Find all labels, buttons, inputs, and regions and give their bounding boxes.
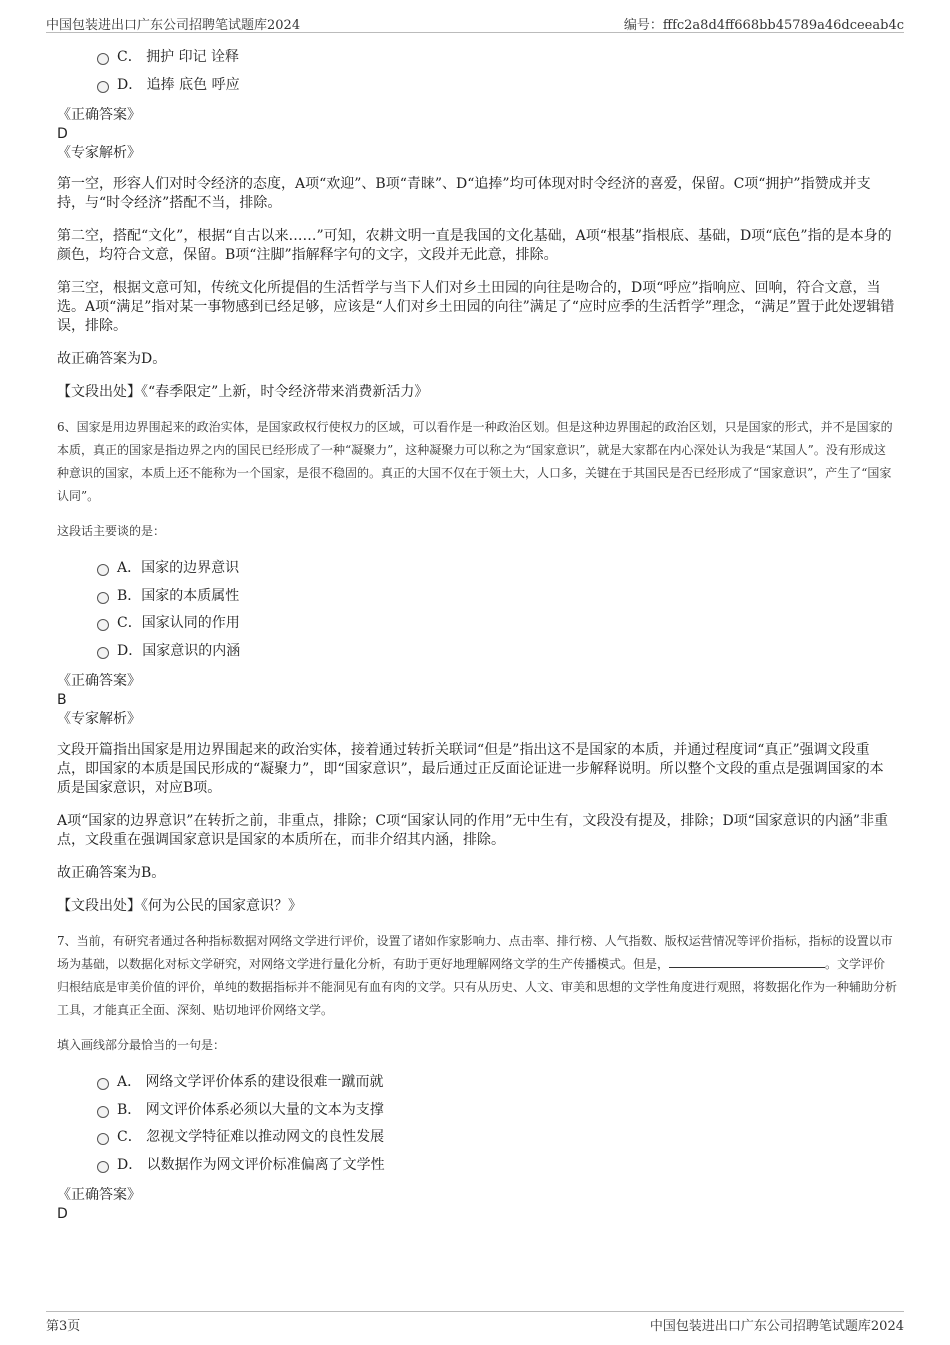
analysis-conclusion: 故正确答案为B。 [57, 865, 166, 881]
option-label: D．国家意识的内涵 [117, 642, 241, 659]
q5-options [57, 44, 897, 99]
analysis-label: 《专家解析》 [57, 145, 141, 161]
question-prompt: 这段话主要谈的是： [57, 524, 166, 538]
option-label: B． 网文评价体系必须以大量的文本为支撑 [117, 1101, 384, 1118]
option-label: D． 追捧 底色 呼应 [117, 76, 240, 93]
answer-value: D [57, 1206, 68, 1222]
option-label: A．国家的边界意识 [117, 560, 240, 576]
radio-icon[interactable] [97, 1133, 109, 1145]
question-text-after: 。文学评价归根结底是审美价值的评价，单纯的数据指标并不能洞见有血有肉的文学。只有从历史、人文、审美和思想的文学性角度进行观照，将数据化作为一种辅助分析工具，才能真正全面、深刻、贴切地评价网络文学。 [57, 957, 898, 1017]
answer-value: D [57, 126, 68, 142]
analysis-paragraph: 第三空，根据文意可知，传统文化所提倡的生活哲学与当下人们对乡土田园的向往是吻合的，D项“呼应”指响应、回响，符合文意，当选。A项“满足”指对某一事物感到已经足够，应该是“人们对乡土田园的向往”满足了“应时应季的生活哲学”理念，“满足”置于此处逻辑错误，排除。 [57, 280, 895, 334]
radio-icon[interactable] [97, 564, 109, 576]
q7-options [57, 1069, 897, 1179]
answer-label: 《正确答案》 [57, 673, 141, 689]
answer-label: 《正确答案》 [57, 107, 141, 123]
source-citation: 【文段出处】《何为公民的国家意识？》 [57, 898, 302, 914]
option-label: C． 拥护 印记 诠释 [117, 49, 240, 65]
footer-title: 中国包装进出口广东公司招聘笔试题库2024 [649, 1319, 904, 1334]
page-number: 第3页 [46, 1319, 81, 1334]
q7-option-b[interactable] [57, 1097, 897, 1125]
question-text [57, 930, 897, 1022]
option-label: C．国家认同的作用 [117, 615, 240, 631]
answer-value: B [57, 692, 67, 708]
q6-option-b[interactable] [57, 583, 897, 611]
analysis-paragraph: 第二空，搭配“文化”，根据“自古以来……”可知，农耕文明一直是我国的文化基础，A项“根基”指根底、基础，D项“底色”指的是本身的颜色，均符合文意，保留。B项“注脚”指解释字句的文字，文段并无此意，排除。 [57, 228, 892, 263]
q6-option-a[interactable] [57, 555, 897, 583]
page-content [57, 44, 897, 1224]
q6-option-c[interactable] [57, 610, 897, 638]
analysis-paragraph: 第一空，形容人们对时令经济的态度，A项“欢迎”、B项“青睐”、D“追捧”均可体现对时令经济的喜爱，保留。C项“拥护”指赞成并支持，与“时令经济”搭配不当，排除。 [57, 176, 871, 211]
question-text-before: 7、当前，有研究者通过各种指标数据对网络文学进行评价，设置了诸如作家影响力、点击率、排行榜、人气指数、版权运营情况等评价指标，指标的设置以市场为基础，以数据化对标文学研究，对网络文学进行量化分析，有助于更好地理解网络文学的生产传播模式。但是， [57, 934, 893, 971]
option-label: A． 网络文学评价体系的建设很难一蹴而就 [117, 1074, 384, 1090]
q7-option-a[interactable] [57, 1069, 897, 1097]
radio-icon[interactable] [97, 1106, 109, 1118]
header-title: 中国包装进出口广东公司招聘笔试题库2024 [46, 18, 301, 33]
q7-option-c[interactable] [57, 1124, 897, 1152]
q6-options [57, 555, 897, 665]
radio-icon[interactable] [97, 81, 109, 93]
q6-option-d[interactable] [57, 638, 897, 666]
answer-label: 《正确答案》 [57, 1187, 141, 1203]
radio-icon[interactable] [97, 53, 109, 65]
source-citation: 【文段出处】《“春季限定”上新，时令经济带来消费新活力》 [57, 384, 429, 400]
question-prompt: 填入画线部分最恰当的一句是： [57, 1038, 226, 1052]
analysis-paragraph: A项“国家的边界意识”在转折之前，非重点，排除；C项“国家认同的作用”无中生有，文段没有提及，排除；D项“国家意识的内涵”非重点，文段重在强调国家意识是国家的本质所在，而非介绍其内涵，排除。 [57, 813, 888, 848]
radio-icon[interactable] [97, 592, 109, 604]
fill-blank-line [669, 955, 825, 968]
option-label: B．国家的本质属性 [117, 587, 240, 604]
radio-icon[interactable] [97, 647, 109, 659]
page-header [46, 10, 904, 33]
option-label: C． 忽视文学特征难以推动网文的良性发展 [117, 1129, 385, 1145]
radio-icon[interactable] [97, 1161, 109, 1173]
radio-icon[interactable] [97, 619, 109, 631]
page-footer [46, 1311, 904, 1336]
option-label: D． 以数据作为网文评价标准偏离了文学性 [117, 1156, 385, 1173]
analysis-label: 《专家解析》 [57, 711, 141, 727]
radio-icon[interactable] [97, 1078, 109, 1090]
question-text: 6、国家是用边界围起来的政治实体，是国家政权行使权力的区域，可以看作是一种政治区划。但是这种边界围起的政治区划，只是国家的形式，并不是国家的本质，真正的国家是指边界之内的国民已经形成了一种“凝聚力”，这种凝聚力可以称之为“国家意识”，就是大家都在内心深处认为我是“某国人”。没有形成这种意识的国家，本质上还不能称为一个国家，是很不稳固的。真正的大国不仅在于领土大，人口多，关键在于其国民是否已经形成了“国家意识”，产生了“国家认同”。 [57, 420, 893, 503]
q5-option-d[interactable] [57, 72, 897, 100]
q5-option-c[interactable] [57, 44, 897, 72]
analysis-paragraph: 文段开篇指出国家是用边界围起来的政治实体，接着通过转折关联词“但是”指出这不是国家的本质，并通过程度词“真正”强调文段重点，即国家的本质是国民形成的“凝聚力”，即“国家意识”，最后通过正反面论证进一步解释说明。所以整个文段的重点是强调国家的本质是国家意识，对应B项。 [57, 742, 884, 796]
q7-option-d[interactable] [57, 1152, 897, 1180]
document-id: 编号：fffc2a8d4ff668bb45789a46dceeab4c [623, 18, 904, 33]
analysis-conclusion: 故正确答案为D。 [57, 351, 167, 367]
